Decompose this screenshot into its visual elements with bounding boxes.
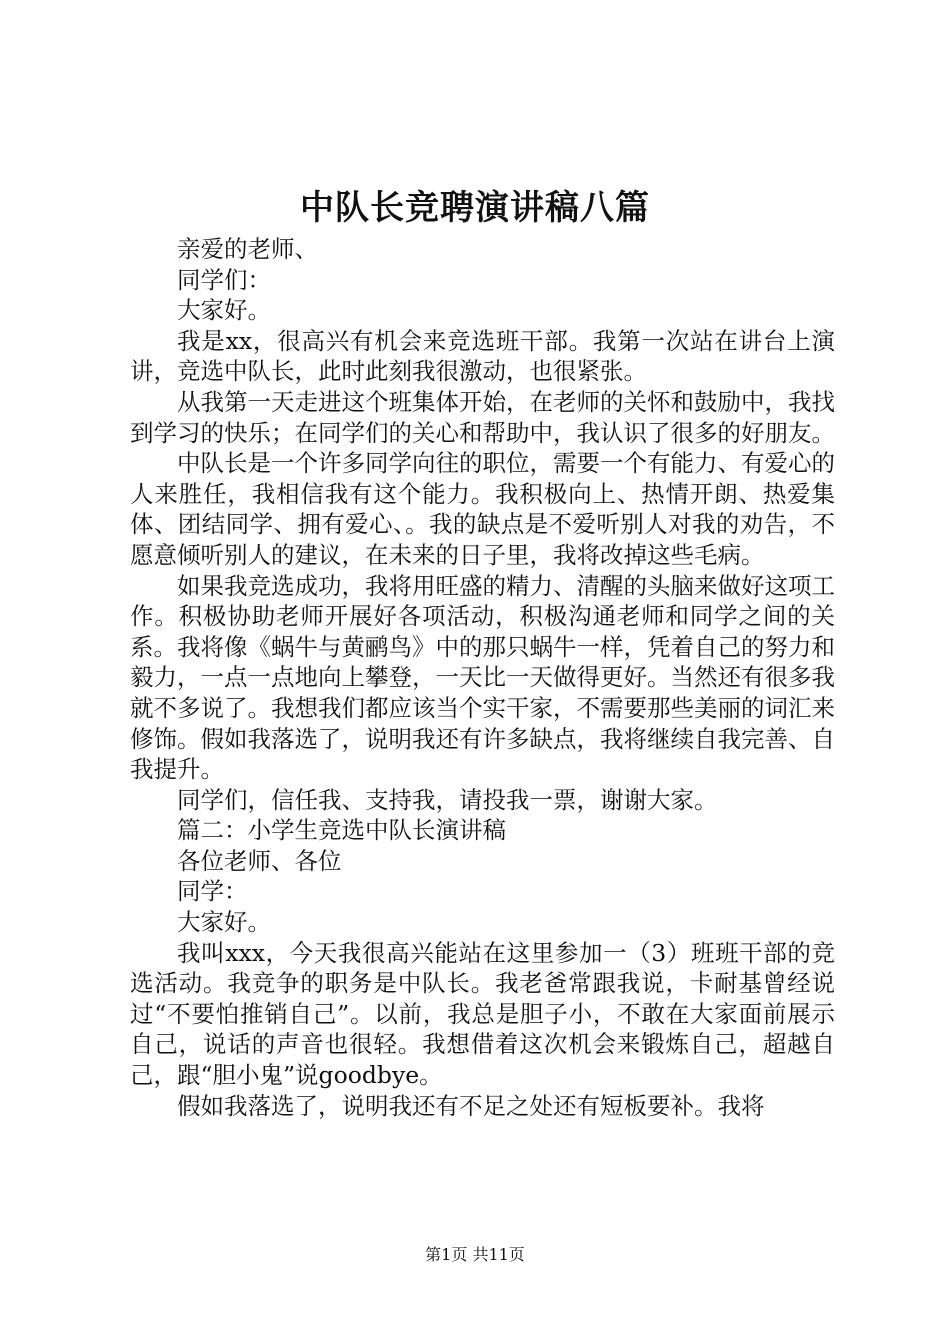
paragraph-plan: 如果我竞选成功，我将用旺盛的精力、清醒的头脑来做好这项工作。积极协助老师开展好各项活动，积极沟通老师和同学之间的关系。我将像《蜗牛与黄鹂鸟》中的那只蜗牛一样，凭着自己的努力和毅力，一点一点地向上攀登，一天比一天做得更好。当然还有很多我就不多说了。我想我们都应该当个实干家，不需要那些美丽的词汇来修饰。假如我落选了，说明我还有许多缺点，我将继续自我完善、自我提升。 [130,571,835,784]
paragraph-fail: 假如我落选了，说明我还有不足之处还有短板要补。我将 [177,1091,765,1120]
paragraph-intro-2: 我叫xxx，今天我很高兴能站在这里参加一（3）班班干部的竞选活动。我竞争的职务是中队长。我老爸常跟我说，卡耐基曾经说过“不要怕推销自己”。以前，我总是胆子小，不敢在大家面前展示自己，说话的声音也很轻。我想借着这次机会来锻炼自己，超越自己，跟“胆小鬼”说goodbye。 [130,938,835,1090]
section-heading: 篇二：小学生竞选中队长演讲稿 [177,816,506,845]
page-footer: 第1页 共11页 [425,1245,525,1264]
paragraph-greeting-6: 大家好。 [177,908,271,937]
paragraph-greeting-2: 同学们： [177,265,271,294]
paragraph-greeting-4: 各位老师、各位 [177,846,342,875]
paragraph-greeting-3: 大家好。 [177,296,271,325]
paragraph-intro: 我是xx，很高兴有机会来竞选班干部。我第一次站在讲台上演讲，竞选中队长，此时此刻我很激动，也很紧张。 [130,326,835,386]
document-body [130,234,835,1121]
document-title: 中队长竞聘演讲稿八篇 [300,188,650,228]
paragraph-closing: 同学们，信任我、支持我，请投我一票，谢谢大家。 [177,785,718,814]
paragraph-greeting-1: 亲爱的老师、 [177,235,318,263]
paragraph-class: 从我第一天走进这个班集体开始，在老师的关怀和鼓励中，我找到学习的快乐；在同学们的关心和帮助中，我认识了很多的好朋友。 [130,387,835,447]
paragraph-greeting-5: 同学： [177,877,248,906]
paragraph-qualities: 中队长是一个许多同学向往的职位，需要一个有能力、有爱心的人来胜任，我相信我有这个能力。我积极向上、热情开朗、热爱集体、团结同学、拥有爱心、。我的缺点是不爱听别人对我的劝告，不愿意倾听别人的建议，在未来的日子里，我将改掉这些毛病。 [130,449,835,569]
